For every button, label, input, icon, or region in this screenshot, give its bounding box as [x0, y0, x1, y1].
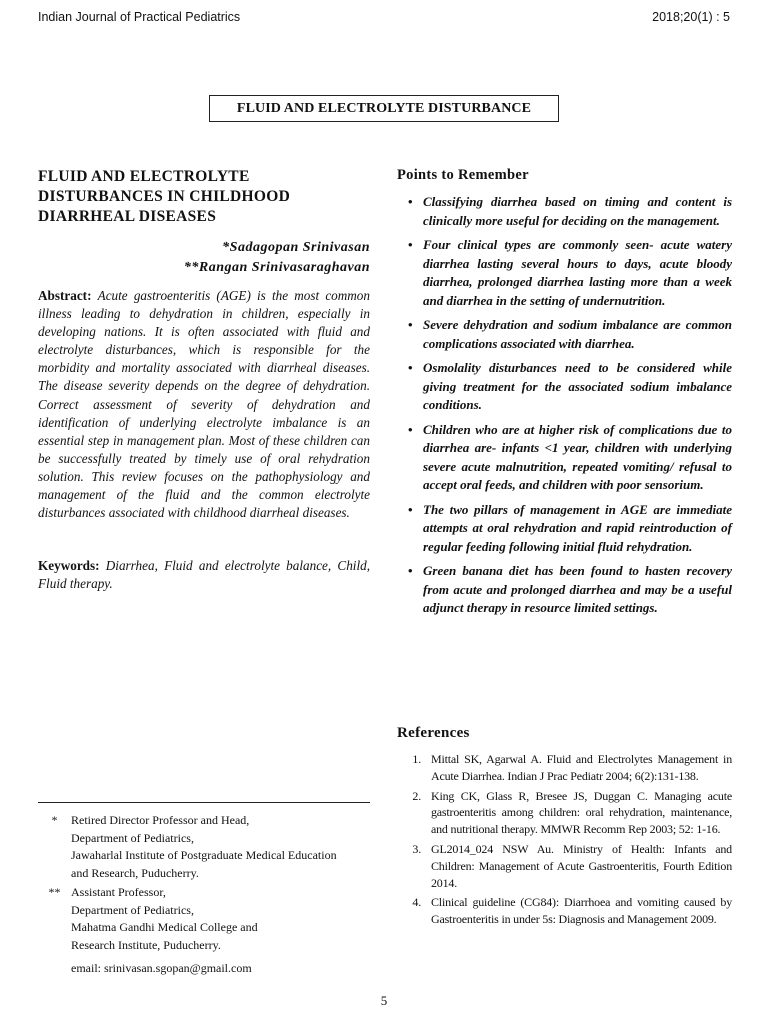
author-name: **Rangan Srinivasaraghavan — [183, 260, 370, 275]
points-heading: Points to Remember — [397, 167, 529, 183]
article-title-line: FLUID AND ELECTROLYTE — [38, 168, 250, 185]
author-name: *Sadagopan Srinivasan — [222, 240, 370, 255]
point-item: • Four clinical types are commonly seen- acute watery diarrhea lasting several hours to days, acute bloody diarrhea, prolonged diarrhea lasting more than a week and diarrhea in the setting of undernutrition. — [408, 237, 732, 308]
affiliation-line: Retired Director Professor and Head, — [71, 813, 250, 827]
point-item: • The two pillars of management in AGE are immediate attempts at oral rehydration and rapid reintroduction of regular feeding following initial fluid rehydration. — [408, 501, 732, 554]
article-title — [38, 167, 368, 227]
bullet-icon: • — [408, 421, 413, 437]
keywords-label: Keywords: — [38, 558, 100, 573]
bullet-icon: • — [408, 563, 413, 578]
point-item: • Classifying diarrhea based on timing and content is clinically more useful for deciding on the management. — [408, 194, 732, 228]
bullet-icon: • — [408, 360, 413, 375]
bullet-icon: • — [408, 194, 413, 209]
affiliation-item — [38, 812, 373, 882]
abstract-text: Acute gastroenteritis (AGE) is the most common illness leading to dehydration in children, especially in developing nations. It is often associated with fluid and electrolyte disturbances, which is responsible for the morbidity and mortality associated with diarrheal diseases. The disease severity depends on the degree of dehydration. Correct assessment of severity of dehydration and identification of underlying electrolyte imbalance is an essential step in management plan. Most of these children can be successfully treated by timely use of oral rehydration solution. This review focuses on the pathophysiology and management of the fluid and the common electrolyte disturbances associated with childhood diarrheal diseases. — [38, 288, 370, 521]
affiliation-line: Jawaharlal Institute of Postgraduate Medical Education — [71, 848, 337, 862]
reference-item: 2. King CK, Glass R, Bresee JS, Duggan C. Managing acute gastroenteritis among children: oral rehydration, maintenance, and nutritional therapy. MMWR Recomm Rep 2003; 52: 1-16. — [412, 788, 732, 837]
bullet-icon: • — [408, 317, 413, 332]
keywords-text: Diarrhea, Fluid and electrolyte balance, Child, Fluid therapy. — [38, 558, 371, 592]
point-item: • Children who are at higher risk of complications due to diarrhea are- infants <1 year, children with underlying severe acute malnutrition, repeated vomiting/ refusal to accept oral feeds, and children with poor sensorium. — [408, 421, 732, 492]
point-item: • Green banana diet has been found to hasten recovery from acute and prolonged diarrhea and may be a useful adjunct therapy in resource limited settings. — [408, 563, 732, 615]
abstract-label: Abstract: — [38, 288, 92, 303]
reference-item: 4. Clinical guideline (CG84): Diarrhoea and vomiting caused by Gastroenteritis in under 5s: Diagnosis and Management 2009. — [412, 895, 732, 927]
keywords — [38, 557, 370, 593]
article-title-line: DIARRHEAL DISEASES — [38, 208, 217, 225]
journal-name: Indian Journal of Practical Pediatrics — [38, 10, 241, 24]
points-list — [397, 193, 732, 624]
issue-info: 2018;20(1) : 5 — [652, 10, 730, 24]
contact-email: email: srinivasan.sgopan@gmail.com — [71, 961, 252, 975]
author-list — [38, 238, 370, 278]
affiliation-line: Assistant Professor, — [71, 885, 166, 899]
affiliation-line: and Research, Puducherry. — [71, 865, 199, 880]
affiliation-mark: * — [51, 813, 58, 827]
point-item: • Osmolality disturbances need to be considered while giving treatment for the associated sodium imbalance conditions. — [408, 360, 732, 412]
affiliation-mark: ** — [48, 885, 61, 899]
footnote-divider — [38, 802, 370, 803]
reference-item: 1. Mittal SK, Agarwal A. Fluid and Electrolytes Management in Acute Diarrhea. Indian J Prac Pediatr 2004; 6(2):131-138. — [412, 752, 732, 783]
author-affiliations — [38, 812, 373, 978]
affiliation-line: Department of Pediatrics, — [71, 902, 194, 917]
affiliation-line: Research Institute, Puducherry. — [71, 937, 221, 952]
bullet-icon: • — [408, 237, 413, 252]
article-title-line: DISTURBANCES IN CHILDHOOD — [38, 188, 291, 205]
references-list — [397, 751, 732, 931]
page-number: 5 — [380, 993, 388, 1008]
references-heading: References — [397, 725, 470, 741]
point-item: • Severe dehydration and sodium imbalance are common complications associated with diarrhea. — [408, 317, 732, 351]
bullet-icon: • — [408, 501, 413, 517]
reference-item: 3. GL2014_024 NSW Au. Ministry of Health: Infants and Children: Management of Acute Gastroenteritis, Fourth Edition 2014. — [412, 841, 732, 890]
section-title: FLUID AND ELECTROLYTE DISTURBANCE — [209, 95, 559, 122]
affiliation-line: Department of Pediatrics, — [71, 830, 194, 845]
affiliation-line: Mahatma Gandhi Medical College and — [71, 920, 258, 934]
abstract — [38, 287, 370, 522]
affiliation-item — [38, 884, 373, 954]
